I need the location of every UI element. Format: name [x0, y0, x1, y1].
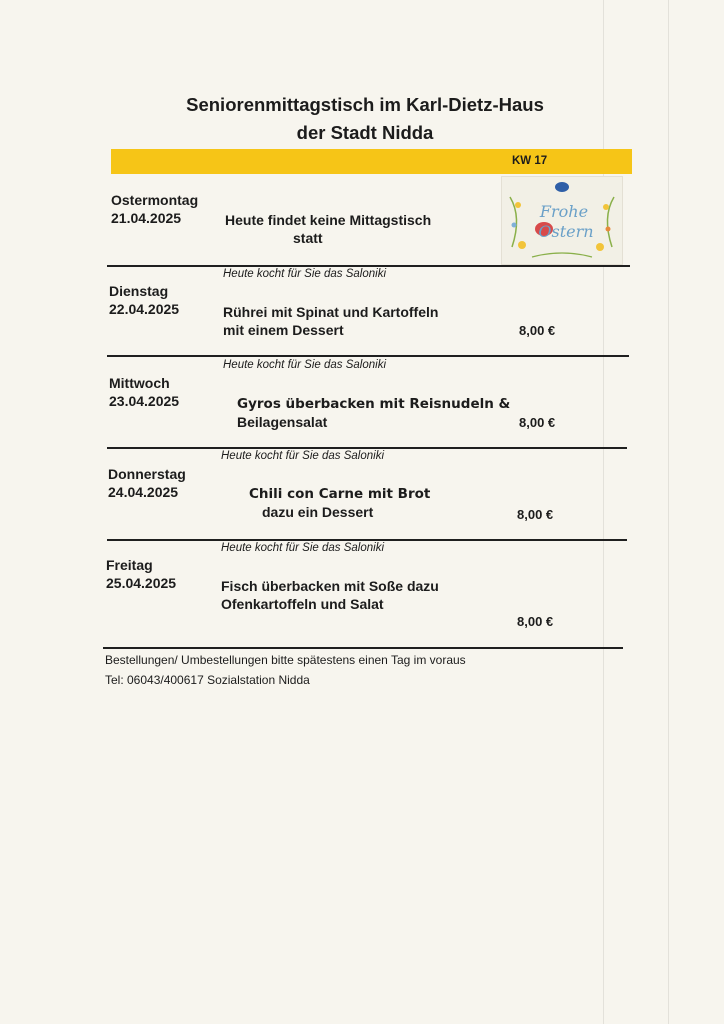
day-name: Freitag — [106, 557, 153, 573]
easter-greeting-image — [501, 176, 623, 265]
price: 8,00 € — [519, 415, 556, 430]
day-date: 21.04.2025 — [111, 210, 182, 226]
row-divider — [107, 265, 630, 267]
dish-line: Beilagensalat — [237, 414, 328, 430]
price: 8,00 € — [517, 614, 554, 629]
dish-line: mit einem Dessert — [223, 322, 344, 338]
week-header-bar — [111, 149, 632, 174]
day-date: 25.04.2025 — [106, 575, 177, 591]
day-date: 24.04.2025 — [108, 484, 179, 500]
day-name: Donnerstag — [108, 466, 186, 482]
row-divider — [103, 647, 623, 649]
page-subtitle: der Stadt Nidda — [296, 122, 434, 143]
row-divider — [107, 447, 627, 449]
phone-note: Tel: 06043/400617 Sozialstation Nidda — [105, 673, 310, 687]
dish-line: Rührei mit Spinat und Kartoffeln — [223, 304, 439, 320]
cook-note: Heute kocht für Sie das Saloniki — [221, 542, 385, 554]
dish-line: statt — [293, 230, 323, 246]
dish-line: Chili con Carne mit Brot — [249, 486, 431, 502]
svg-text:Ostern: Ostern — [538, 222, 594, 241]
day-date: 22.04.2025 — [109, 301, 180, 317]
day-name: Dienstag — [109, 283, 169, 299]
price: 8,00 € — [519, 323, 556, 338]
dish-line: Ofenkartoffeln und Salat — [221, 596, 384, 612]
dish-line: dazu ein Dessert — [262, 504, 374, 520]
order-note: Bestellungen/ Umbestellungen bitte spätestens einen Tag im voraus — [105, 653, 466, 667]
row-divider — [107, 355, 629, 357]
dish-line: Heute findet keine Mittagstisch — [225, 212, 432, 228]
svg-text:Frohe: Frohe — [539, 202, 589, 221]
scan-line — [668, 0, 669, 1024]
cook-note: Heute kocht für Sie das Saloniki — [223, 359, 387, 371]
page-title: Seniorenmittagstisch im Karl-Dietz-Haus — [186, 94, 544, 115]
easter-decoration-icon — [502, 177, 622, 264]
cook-note: Heute kocht für Sie das Saloniki — [221, 450, 385, 462]
day-name: Mittwoch — [109, 375, 170, 391]
day-name: Ostermontag — [111, 192, 199, 208]
price: 8,00 € — [517, 507, 554, 522]
cook-note: Heute kocht für Sie das Saloniki — [223, 268, 387, 280]
row-divider — [107, 539, 627, 541]
week-label: KW 17 — [512, 155, 548, 167]
dish-line: Fisch überbacken mit Soße dazu — [221, 578, 439, 594]
dish-line: Gyros überbacken mit Reisnudeln & — [237, 396, 511, 412]
day-date: 23.04.2025 — [109, 393, 180, 409]
